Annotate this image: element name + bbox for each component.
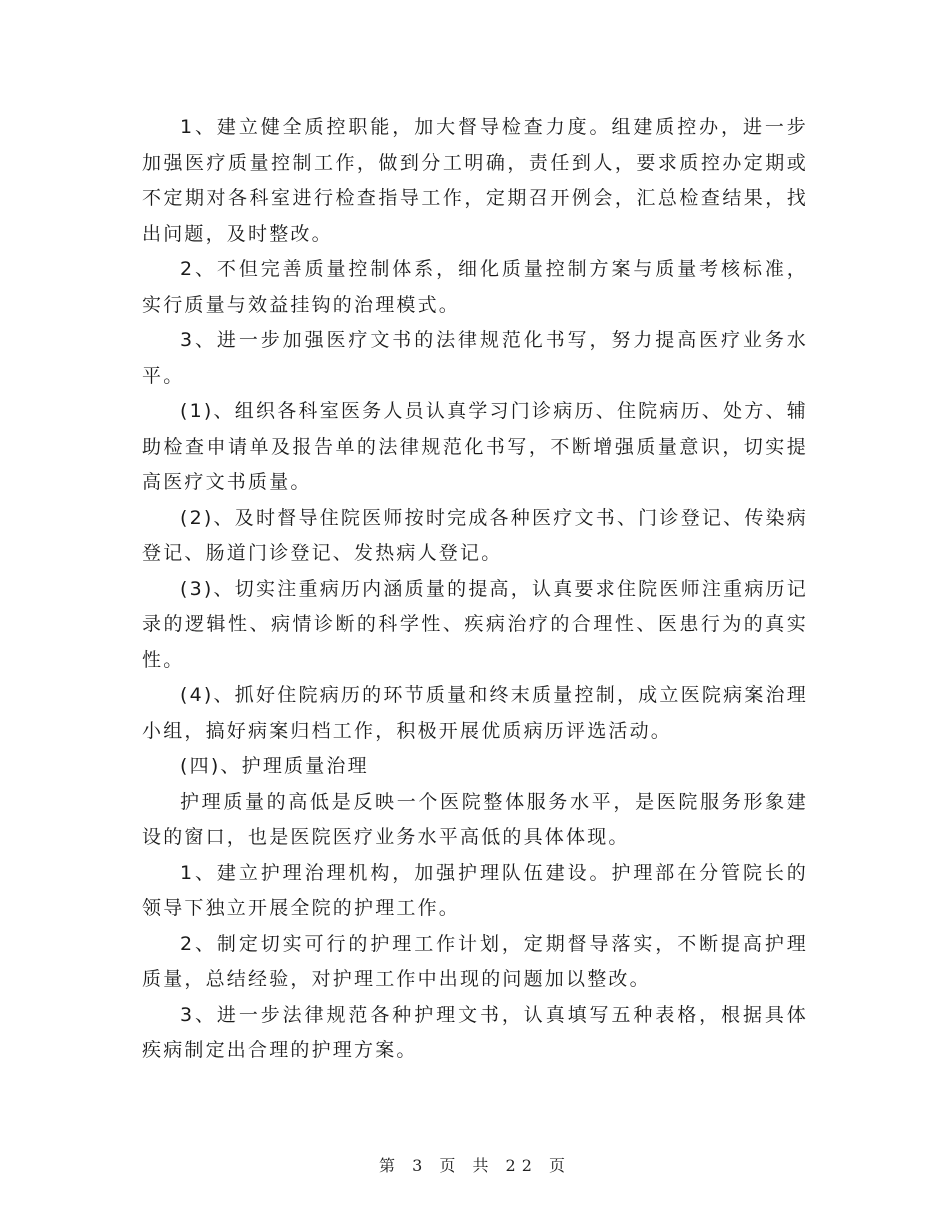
paragraph-quality-system: 2、不但完善质量控制体系，细化质量控制方案与质量考核标准，实行质量与效益挂钩的治理模式。 — [142, 258, 808, 316]
section-heading-nursing-quality: (四)、护理质量治理 — [180, 755, 369, 777]
paragraph-item-2: (2)、及时督导住院医师按时完成各种医疗文书、门诊登记、传染病登记、肠道门诊登记、发热病人登记。 — [142, 506, 808, 564]
page-number-footer: 第 3 页 共 22 页 — [379, 1156, 571, 1175]
paragraph-item-3: (3)、切实注重病历内涵质量的提高，认真要求住院医师注重病历记录的逻辑性、病情诊断的科学性、疾病治疗的合理性、医患行为的真实性。 — [142, 577, 808, 671]
paragraph-nursing-intro: 护理质量的高低是反映一个医院整体服务水平，是医院服务形象建设的窗口，也是医院医疗业务水平高低的具体体现。 — [142, 790, 808, 848]
document-body — [142, 110, 808, 1069]
paragraph-item-1: (1)、组织各科室医务人员认真学习门诊病历、住院病历、处方、辅助检查申请单及报告单的法律规范化书写，不断增强质量意识，切实提高医疗文书质量。 — [142, 400, 808, 493]
paragraph-nursing-organization: 1、建立护理治理机构，加强护理队伍建设。护理部在分管院长的领导下独立开展全院的护理工作。 — [142, 861, 808, 919]
paragraph-nursing-documents: 3、进一步法律规范各种护理文书，认真填写五种表格，根据具体疾病制定出合理的护理方案。 — [142, 1003, 808, 1061]
paragraph-item-4: (4)、抓好住院病历的环节质量和终末质量控制，成立医院病案治理小组，搞好病案归档工作，积极开展优质病历评选活动。 — [142, 684, 808, 742]
paragraph-quality-control-function: 1、建立健全质控职能，加大督导检查力度。组建质控办，进一步加强医疗质量控制工作，做到分工明确，责任到人，要求质控办定期或不定期对各科室进行检查指导工作，定期召开例会，汇总检查结果，找出问题，及时整改。 — [142, 116, 808, 245]
paragraph-medical-documents: 3、进一步加强医疗文书的法律规范化书写，努力提高医疗业务水平。 — [142, 329, 808, 387]
paragraph-nursing-plan: 2、制定切实可行的护理工作计划，定期督导落实，不断提高护理质量，总结经验，对护理工作中出现的问题加以整改。 — [142, 932, 808, 990]
